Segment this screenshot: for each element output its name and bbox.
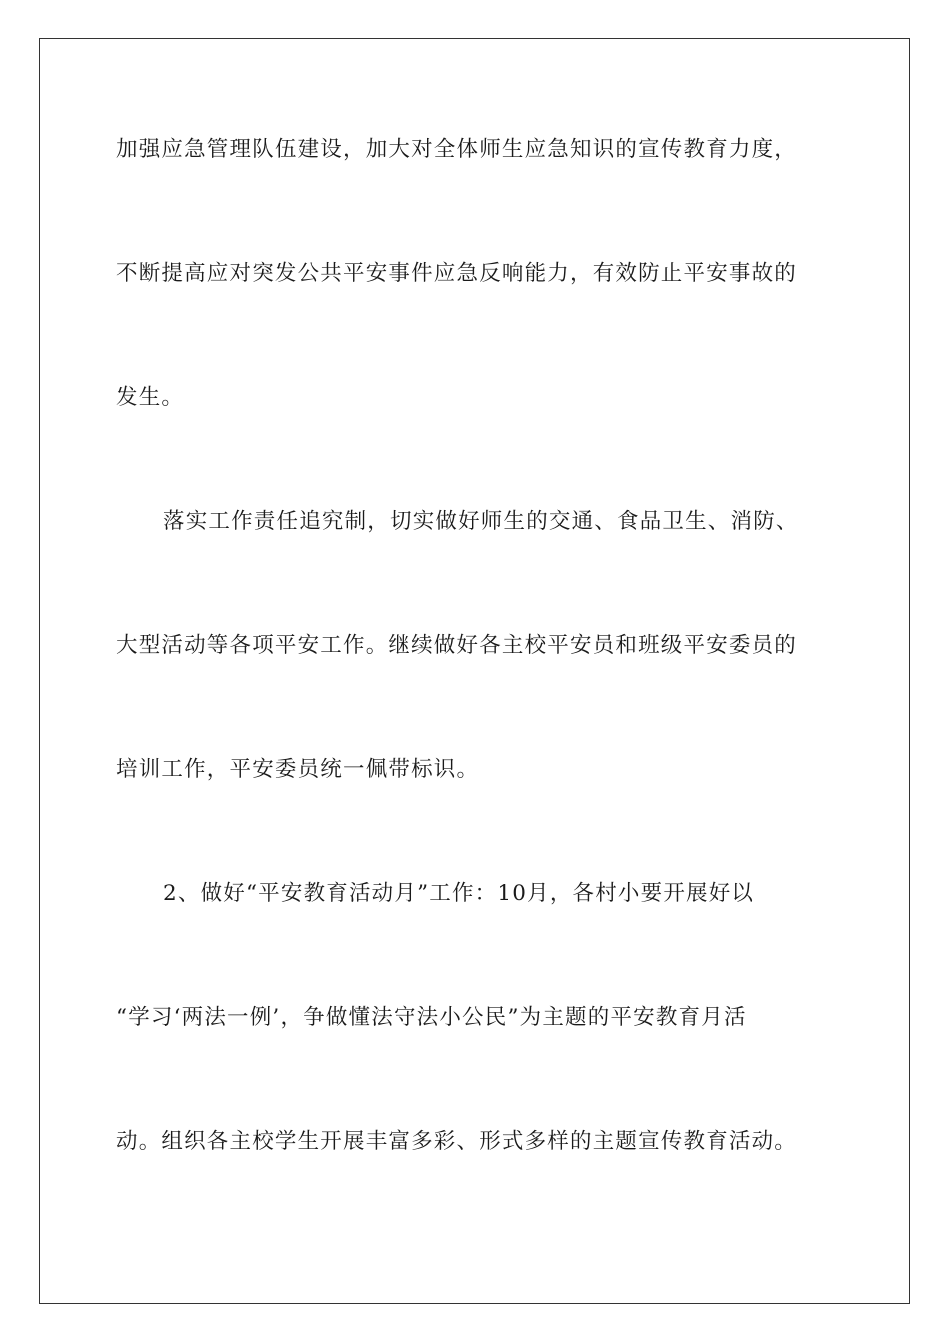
paragraph-line: 大型活动等各项平安工作。继续做好各主校平安员和班级平安委员的 — [116, 633, 798, 658]
paragraph-line: 2、做好“平安教育活动月”工作：10月，各村小要开展好以 — [163, 881, 755, 906]
paragraph-line: 不断提高应对突发公共平安事件应急反响能力，有效防止平安事故的 — [116, 261, 798, 286]
paragraph-line: “学习‘两法一例’，争做懂法守法小公民”为主题的平安教育月活 — [116, 1005, 747, 1030]
paragraph-line: 落实工作责任追究制，切实做好师生的交通、食品卫生、消防、 — [163, 509, 799, 534]
paragraph-line: 发生。 — [116, 385, 185, 410]
paragraph-line: 培训工作，平安委员统一佩带标识。 — [116, 757, 480, 782]
paragraph-line: 动。组织各主校学生开展丰富多彩、形式多样的主题宣传教育活动。 — [116, 1129, 798, 1154]
paragraph-line: 加强应急管理队伍建设，加大对全体师生应急知识的宣传教育力度， — [116, 137, 798, 162]
page-border — [39, 38, 910, 1304]
